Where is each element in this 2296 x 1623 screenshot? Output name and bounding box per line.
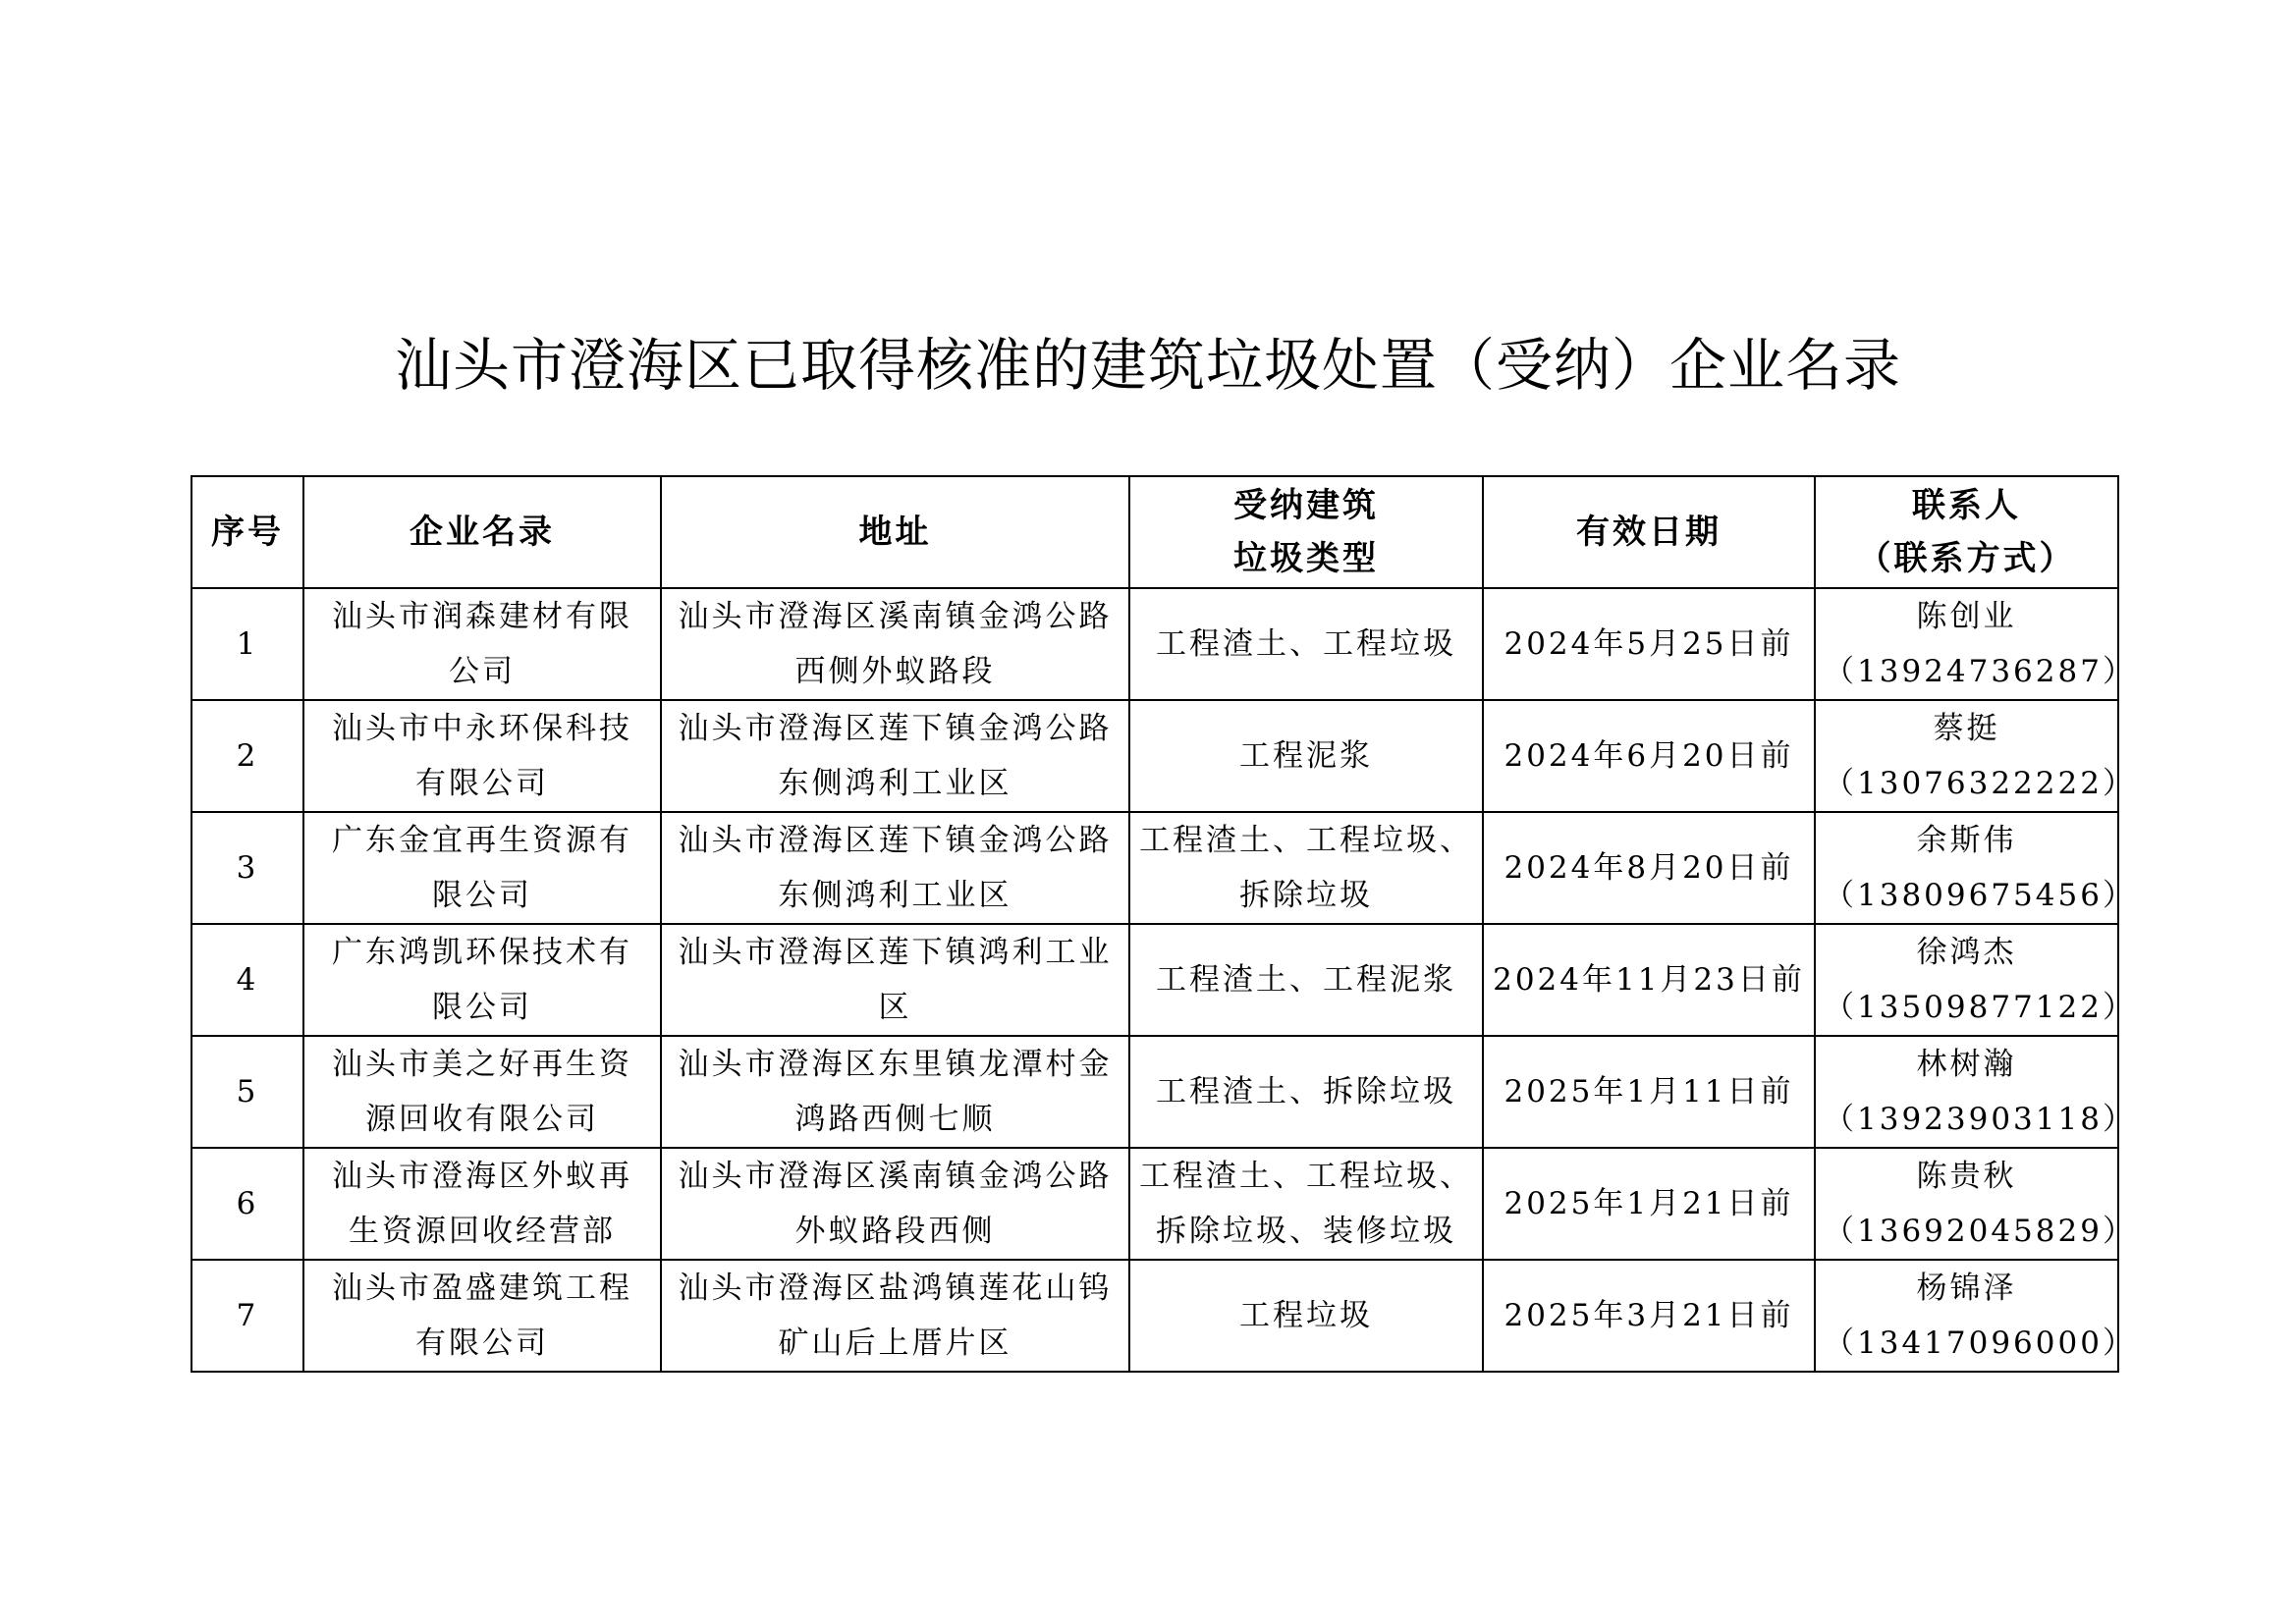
row-index: 1 xyxy=(236,626,259,662)
company-cell xyxy=(303,812,661,924)
company-name-line: 广东鸿凯环保技术有 xyxy=(332,935,632,970)
waste-type-cell xyxy=(1129,1148,1483,1260)
company-name-line: 汕头市美之好再生资 xyxy=(332,1047,632,1082)
valid-date: 2024年6月20日前 xyxy=(1503,738,1794,774)
company-name-line: 限公司 xyxy=(432,990,532,1025)
waste-type-line: 工程泥浆 xyxy=(1239,738,1373,774)
waste-type-cell xyxy=(1129,588,1483,700)
contact-name: 徐鸿杰 xyxy=(1916,935,2017,970)
contact-cell xyxy=(1815,812,2136,924)
company-name-line: 广东金宜再生资源有 xyxy=(332,823,632,858)
header-label: 有效日期 xyxy=(1576,513,1722,552)
contact-name: 杨锦泽 xyxy=(1916,1271,2017,1306)
header-label: 联系人 xyxy=(1912,486,2021,525)
contact-name: 陈创业 xyxy=(1916,599,2017,634)
valid-date-cell xyxy=(1483,812,1815,924)
waste-type-cell xyxy=(1129,700,1483,812)
valid-date-cell xyxy=(1483,924,1815,1036)
waste-type-line: 工程垃圾 xyxy=(1239,1298,1373,1333)
address-cell xyxy=(661,924,1129,1036)
company-name-line: 有限公司 xyxy=(415,1325,549,1361)
valid-date: 2025年3月21日前 xyxy=(1503,1298,1794,1333)
valid-date-cell xyxy=(1483,1260,1815,1372)
company-name-line: 汕头市澄海区外蚁再 xyxy=(332,1159,632,1194)
row-index: 3 xyxy=(236,850,259,886)
company-cell xyxy=(303,588,661,700)
enterprise-directory-table xyxy=(191,475,2136,1373)
company-name-line: 公司 xyxy=(449,654,516,689)
company-cell xyxy=(303,1036,661,1148)
contact-phone: （13809675456） xyxy=(1824,878,2136,913)
contact-phone: （13923903118） xyxy=(1824,1102,2136,1137)
address-line: 东侧鸿利工业区 xyxy=(778,766,1012,801)
contact-name: 陈贵秋 xyxy=(1916,1159,2017,1194)
waste-type-line: 工程渣土、工程泥浆 xyxy=(1156,962,1456,998)
waste-type-line: 工程渣土、工程垃圾、 xyxy=(1139,1159,1473,1194)
contact-cell xyxy=(1815,924,2136,1036)
table-header-row xyxy=(191,476,2118,588)
header-cell-waste-type xyxy=(1129,476,1483,588)
contact-cell xyxy=(1815,1260,2136,1372)
header-label: 序号 xyxy=(211,513,284,552)
address-cell xyxy=(661,1148,1129,1260)
contact-phone: （13076322222） xyxy=(1824,766,2136,801)
header-label: 企业名录 xyxy=(410,513,555,552)
address-cell xyxy=(661,812,1129,924)
index-cell xyxy=(191,812,303,924)
table-row xyxy=(191,812,2118,924)
address-cell xyxy=(661,1260,1129,1372)
address-line: 鸿路西侧七顺 xyxy=(794,1102,996,1137)
address-line: 汕头市澄海区溪南镇金鸿公路 xyxy=(678,1159,1113,1194)
address-line: 汕头市澄海区盐鸿镇莲花山钨 xyxy=(678,1271,1113,1306)
company-cell xyxy=(303,1148,661,1260)
address-line: 汕头市澄海区溪南镇金鸿公路 xyxy=(678,599,1113,634)
row-index: 2 xyxy=(236,738,259,774)
address-cell xyxy=(661,1036,1129,1148)
header-label: 垃圾类型 xyxy=(1233,539,1379,578)
valid-date-cell xyxy=(1483,588,1815,700)
company-cell xyxy=(303,924,661,1036)
contact-phone: （13509877122） xyxy=(1824,990,2136,1025)
header-cell-valid-date xyxy=(1483,476,1815,588)
valid-date: 2024年11月23日前 xyxy=(1493,962,1805,998)
contact-cell xyxy=(1815,1036,2136,1148)
index-cell xyxy=(191,588,303,700)
header-cell-index xyxy=(191,476,303,588)
address-line: 矿山后上厝片区 xyxy=(778,1325,1012,1361)
address-line: 区 xyxy=(878,990,912,1025)
index-cell xyxy=(191,1260,303,1372)
table-row xyxy=(191,1148,2118,1260)
table-row xyxy=(191,1260,2118,1372)
valid-date: 2024年8月20日前 xyxy=(1503,850,1794,886)
header-cell-address xyxy=(661,476,1129,588)
address-line: 汕头市澄海区东里镇龙潭村金 xyxy=(678,1047,1113,1082)
waste-type-cell xyxy=(1129,924,1483,1036)
address-line: 外蚁路段西侧 xyxy=(794,1214,996,1249)
contact-name: 蔡挺 xyxy=(1933,711,2000,746)
header-cell-contact xyxy=(1815,476,2118,588)
waste-type-cell xyxy=(1129,1260,1483,1372)
waste-type-line: 工程渣土、拆除垃圾 xyxy=(1156,1074,1456,1109)
address-cell xyxy=(661,700,1129,812)
page-title: 汕头市澄海区已取得核准的建筑垃圾处置（受纳）企业名录 xyxy=(394,332,1901,399)
address-line: 东侧鸿利工业区 xyxy=(778,878,1012,913)
row-index: 5 xyxy=(236,1074,259,1109)
valid-date-cell xyxy=(1483,700,1815,812)
table-row xyxy=(191,1036,2118,1148)
contact-cell xyxy=(1815,588,2136,700)
contact-phone: （13417096000） xyxy=(1824,1325,2136,1361)
contact-cell xyxy=(1815,1148,2136,1260)
table-row xyxy=(191,588,2118,700)
waste-type-cell xyxy=(1129,812,1483,924)
index-cell xyxy=(191,1036,303,1148)
address-line: 汕头市澄海区莲下镇鸿利工业 xyxy=(678,935,1113,970)
waste-type-cell xyxy=(1129,1036,1483,1148)
row-index: 4 xyxy=(236,962,259,998)
company-cell xyxy=(303,1260,661,1372)
company-name-line: 汕头市盈盛建筑工程 xyxy=(332,1271,632,1306)
valid-date-cell xyxy=(1483,1036,1815,1148)
company-name-line: 汕头市中永环保科技 xyxy=(332,711,632,746)
table-row xyxy=(191,700,2118,812)
index-cell xyxy=(191,700,303,812)
table-body xyxy=(191,588,2136,1372)
header-label: 地址 xyxy=(858,513,932,552)
valid-date: 2024年5月25日前 xyxy=(1503,626,1794,662)
contact-phone: （13924736287） xyxy=(1824,654,2136,689)
address-cell xyxy=(661,588,1129,700)
contact-name: 余斯伟 xyxy=(1916,823,2017,858)
index-cell xyxy=(191,924,303,1036)
header-label: 受纳建筑 xyxy=(1233,486,1379,525)
address-line: 汕头市澄海区莲下镇金鸿公路 xyxy=(678,823,1113,858)
valid-date: 2025年1月11日前 xyxy=(1503,1074,1794,1109)
row-index: 7 xyxy=(236,1298,259,1333)
header-cell-company xyxy=(303,476,661,588)
address-line: 汕头市澄海区莲下镇金鸿公路 xyxy=(678,711,1113,746)
waste-type-line: 工程渣土、工程垃圾、 xyxy=(1139,823,1473,858)
valid-date: 2025年1月21日前 xyxy=(1503,1186,1794,1221)
waste-type-line: 工程渣土、工程垃圾 xyxy=(1156,626,1456,662)
contact-cell xyxy=(1815,700,2136,812)
address-line: 西侧外蚁路段 xyxy=(794,654,996,689)
company-name-line: 有限公司 xyxy=(415,766,549,801)
table-row xyxy=(191,924,2118,1036)
waste-type-line: 拆除垃圾 xyxy=(1239,878,1373,913)
contact-phone: （13692045829） xyxy=(1824,1214,2136,1249)
row-index: 6 xyxy=(236,1186,259,1221)
index-cell xyxy=(191,1148,303,1260)
company-name-line: 源回收有限公司 xyxy=(365,1102,599,1137)
contact-name: 林树瀚 xyxy=(1916,1047,2017,1082)
company-name-line: 汕头市润森建材有限 xyxy=(332,599,632,634)
company-name-line: 限公司 xyxy=(432,878,532,913)
valid-date-cell xyxy=(1483,1148,1815,1260)
company-name-line: 生资源回收经营部 xyxy=(349,1214,616,1249)
header-label: （联系方式） xyxy=(1857,539,2076,578)
waste-type-line: 拆除垃圾、装修垃圾 xyxy=(1156,1214,1456,1249)
company-cell xyxy=(303,700,661,812)
